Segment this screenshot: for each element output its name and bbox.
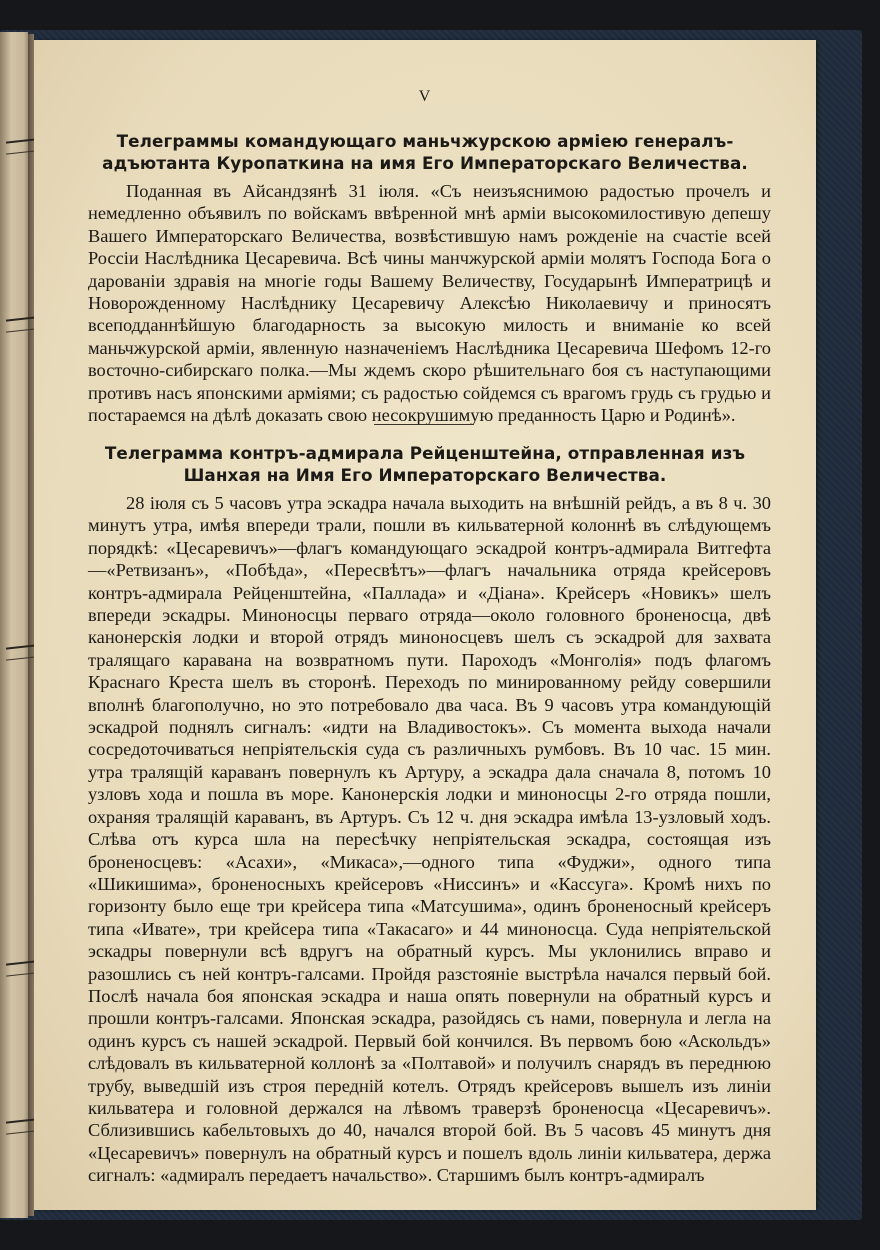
book-page xyxy=(34,40,816,1210)
section-title-reitzenstein: Телеграмма контръ-адмирала Рейценштейна, отправленная изъ Шанхая на Имя Его Императорскаго Величества. xyxy=(104,443,746,485)
section-divider xyxy=(374,424,474,425)
section-title-kuropatkin: Телеграммы командующаго маньчжурскою арміею генералъ-адъютанта Куропаткина на имя Его Императорскаго Величества. xyxy=(102,131,748,173)
section-body-kuropatkin: Поданная въ Айсандзянѣ 31 іюля. «Съ неизъяснимою радостью прочелъ и немедленно объявилъ по войскамъ ввѣренной мнѣ арміи высокомилостивую депешу Вашего Императорскаго Величества, возвѣстившую намъ рожденіе на счастіе всей Россіи Наслѣдника Цесаревича. Всѣ чины манчжурской арміи молятъ Господа Бога о дарованіи здравія на многіе годы Вашему Величеству, Государынѣ Императрицѣ и Новорожденному Наслѣднику Цесаревичу Алексѣю Николаевичу и приносятъ всеподданнѣйшую благодарность за высокую милость и вниманіе ко всей маньчжурской арміи, явленную назначеніемъ Наслѣдника Цесаревича Шефомъ 12-го восточно-сибирскаго полка.—Мы ждемъ скоро рѣшительнаго боя съ наступающими противъ насъ японскими арміями; съ радостью сойдемся съ врагомъ грудь съ грудью и постараемся на дѣлѣ доказать свою несокрушимую преданность Царю и Родинѣ». xyxy=(88,181,771,426)
previous-page-edge xyxy=(0,32,28,1218)
section-body-reitzenstein: 28 іюля съ 5 часовъ утра эскадра начала выходить на внѣшній рейдъ, а въ 8 ч. 30 минутъ утра, имѣя впереди трали, пошли въ кильватерной колоннѣ въ слѣдующемъ порядкѣ: «Цесаревичъ»—флагъ командующаго эскадрой контръ-адмирала Витгефта—«Ретвизанъ», «Побѣда», «Пересвѣтъ»—флагъ начальника отряда крейсеровъ контръ-адмирала Рейценштейна, «Паллада» и «Діана». Крейсеръ «Новикъ» шелъ впереди эскадры. Миноносцы перваго отряда—около головного броненосца, двѣ канонерскія лодки и второй отрядъ миноносцевъ шелъ съ эскадрой для захвата тралящаго каравана на возвратномъ пути. Пароходъ «Монголія» подъ флагомъ Краснаго Креста шелъ въ сторонѣ. Переходъ по минированному рейду совершили вполнѣ благополучно, но это потребовало два часа. Въ 9 часовъ утра командующій эскадрой поднялъ сигналъ: «идти на Владивостокъ». Съ момента выхода начали сосредоточиваться непріятельскія суда съ различныхъ румбовъ. Въ 10 час. 15 мин. утра тралящій караванъ повернулъ къ Артуру, а эскадра дала сначала 8, потомъ 10 узловъ хода и пошла въ море. Канонерскія лодки и миноносцы 2-го отряда пошли, охраняя тралящій караванъ, въ Артуръ. Съ 12 ч. дня эскадра имѣла 13-узловый ходъ. Слѣва отъ курса шла на пересѣчку непріятельская эскадра, состоящая изъ броненосцевъ: «Асахи», «Микаса»,—одного типа «Фуджи», одного типа «Шикишима», броненосныхъ крейсеровъ «Ниссинъ» и «Кассуга». Кромѣ нихъ по горизонту было еще три крейсера типа «Матсушима», одинъ броненосный крейсеръ типа «Ивате», три крейсера типа «Такасаго» и 44 миноносца. Суда непріятельской эскадры повернули всѣ вдругъ на обратный курсъ. Мы уклонились вправо и разошлись съ ней контръ-галсами. Пройдя разстояніе выстрѣла начался первый бой. Послѣ начала боя японская эскадра и наша опять повернули на обратный курсъ и прошли контръ-галсами. Японская эскадра, разойдясь съ нами, повернула и легла на одинъ курсъ съ нашей эскадрой. Первый бой кончился. Въ первомъ бою «Аскольдъ» слѣдовалъ въ кильватерной коллонѣ за «Полтавой» и получилъ снарядъ въ переднюю трубу, выведшій изъ строя передній котелъ. Отрядъ крейсеровъ вышелъ изъ линіи кильватера и головной держался на лѣвомъ траверзѣ броненосца «Цесаревичъ». Сблизившись кабельтовыхъ до 40, начался второй бой. Въ 5 часовъ 45 минутъ дня «Цесаревичъ» повернулъ на обратный курсъ и пошелъ вдоль линіи кильватера, держа сигналъ: «адмиралъ передаетъ начальство». Старшимъ былъ контръ-адмиралъ xyxy=(88,493,771,1186)
page-number: V xyxy=(418,88,432,105)
